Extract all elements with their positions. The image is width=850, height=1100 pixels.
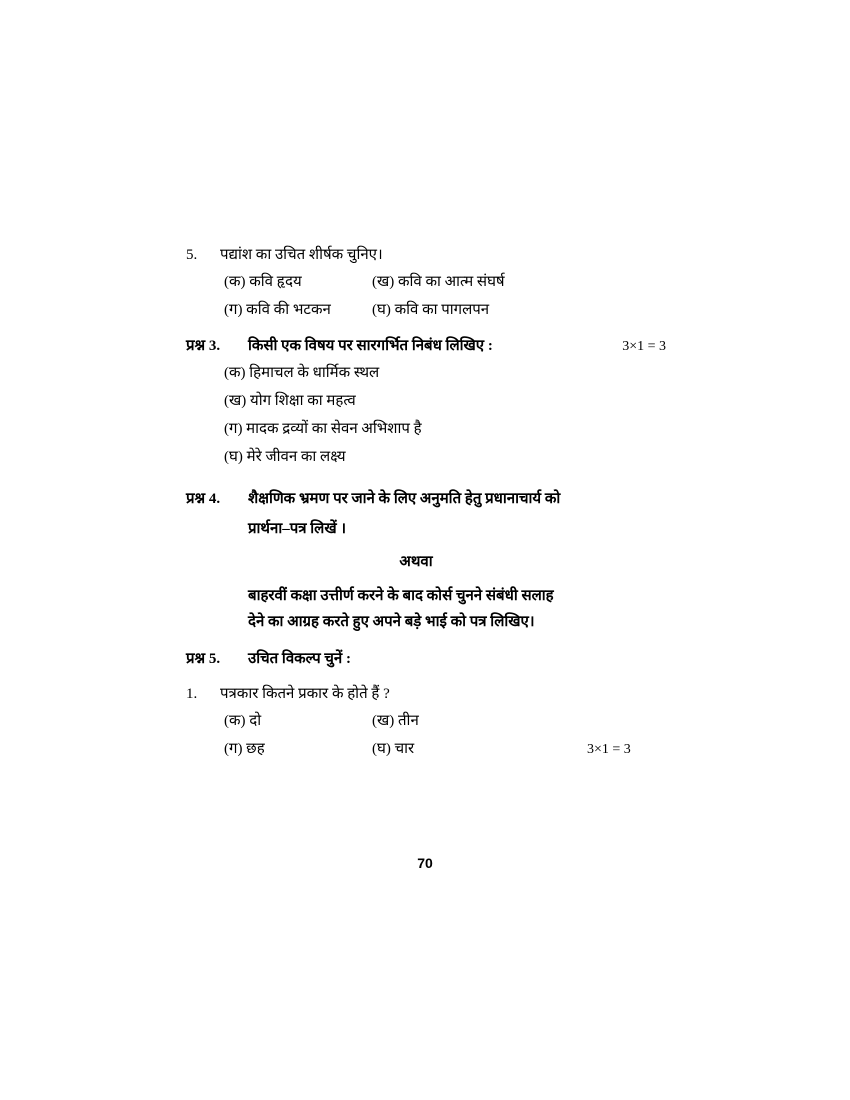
- question-3-option-gha: (घ) मेरे जीवन का लक्ष्य: [224, 449, 346, 465]
- spacer: [186, 475, 666, 489]
- question-3-label: प्रश्न 3.: [186, 338, 221, 354]
- question-4-or-word: अथवा: [399, 554, 433, 570]
- option-kha: (ख) तीन: [372, 713, 419, 729]
- question-5-marks: 3×1 = 3: [587, 742, 631, 757]
- question-4-text-line-1: शैक्षणिक भ्रमण पर जाने के लिए अनुमति हेतु प्रधानाचार्य को: [248, 491, 561, 507]
- question-3-option-ga: (ग) मादक द्रव्यों का सेवन अभिशाप है: [224, 421, 422, 437]
- question-4-label: प्रश्न 4.: [186, 491, 221, 507]
- option-gha: (घ) कवि का पागलपन: [372, 302, 490, 318]
- question-5-options-row-2: [224, 739, 666, 760]
- question-5: [186, 649, 666, 670]
- option-gha: (घ) चार: [372, 741, 415, 757]
- poem-question-5: [186, 245, 666, 266]
- spacer: [186, 635, 666, 649]
- spacer: [186, 328, 666, 336]
- question-3-option-ka: (क) हिमाचल के धार्मिक स्थल: [224, 365, 380, 381]
- question-3-marks: 3×1 = 3: [622, 339, 666, 354]
- question-3-text: किसी एक विषय पर सारगर्भित निबंध लिखिए :: [248, 338, 493, 354]
- option-ka: (क) कवि हृदय: [224, 274, 302, 290]
- option-ka: (क) दो: [224, 713, 262, 729]
- question-5-options-row-1: [224, 711, 666, 732]
- poem-question-5-options-row-1: [224, 272, 666, 293]
- page-number: 70: [417, 855, 433, 871]
- question-4-text-line-2: प्रार्थना–पत्र लिखें ।: [248, 521, 347, 537]
- option-kha: (ख) कवि का आत्म संघर्ष: [372, 274, 505, 290]
- question-5-text: उचित विकल्प चुनें :: [248, 651, 351, 667]
- question-4-alt-line-1: बाहरवीं कक्षा उत्तीर्ण करने के बाद कोर्स चुनने संबंधी सलाह: [248, 588, 554, 604]
- question-5-sub-1: [186, 684, 666, 705]
- poem-question-5-options-row-2: [224, 300, 666, 321]
- question-4-alt-line-2: देने का आग्रह करते हुए अपने बड़े भाई को पत्र लिखिए।: [248, 614, 535, 630]
- option-ga: (ग) कवि की भटकन: [224, 302, 331, 318]
- option-ga: (ग) छह: [224, 741, 265, 757]
- question-3: [186, 336, 666, 357]
- poem-question-5-number: 5.: [186, 247, 198, 263]
- question-content: [186, 245, 666, 767]
- question-5-label: प्रश्न 5.: [186, 651, 221, 667]
- poem-question-5-text: पद्यांश का उचित शीर्षक चुनिए।: [220, 247, 383, 263]
- question-3-option-kha: (ख) योग शिक्षा का महत्व: [224, 393, 356, 409]
- question-5-sub-1-number: 1.: [186, 686, 198, 702]
- question-4: [186, 489, 666, 510]
- spacer: [186, 676, 666, 684]
- question-5-sub-1-text: पत्रकार कितने प्रकार के होते हैं ?: [220, 686, 390, 702]
